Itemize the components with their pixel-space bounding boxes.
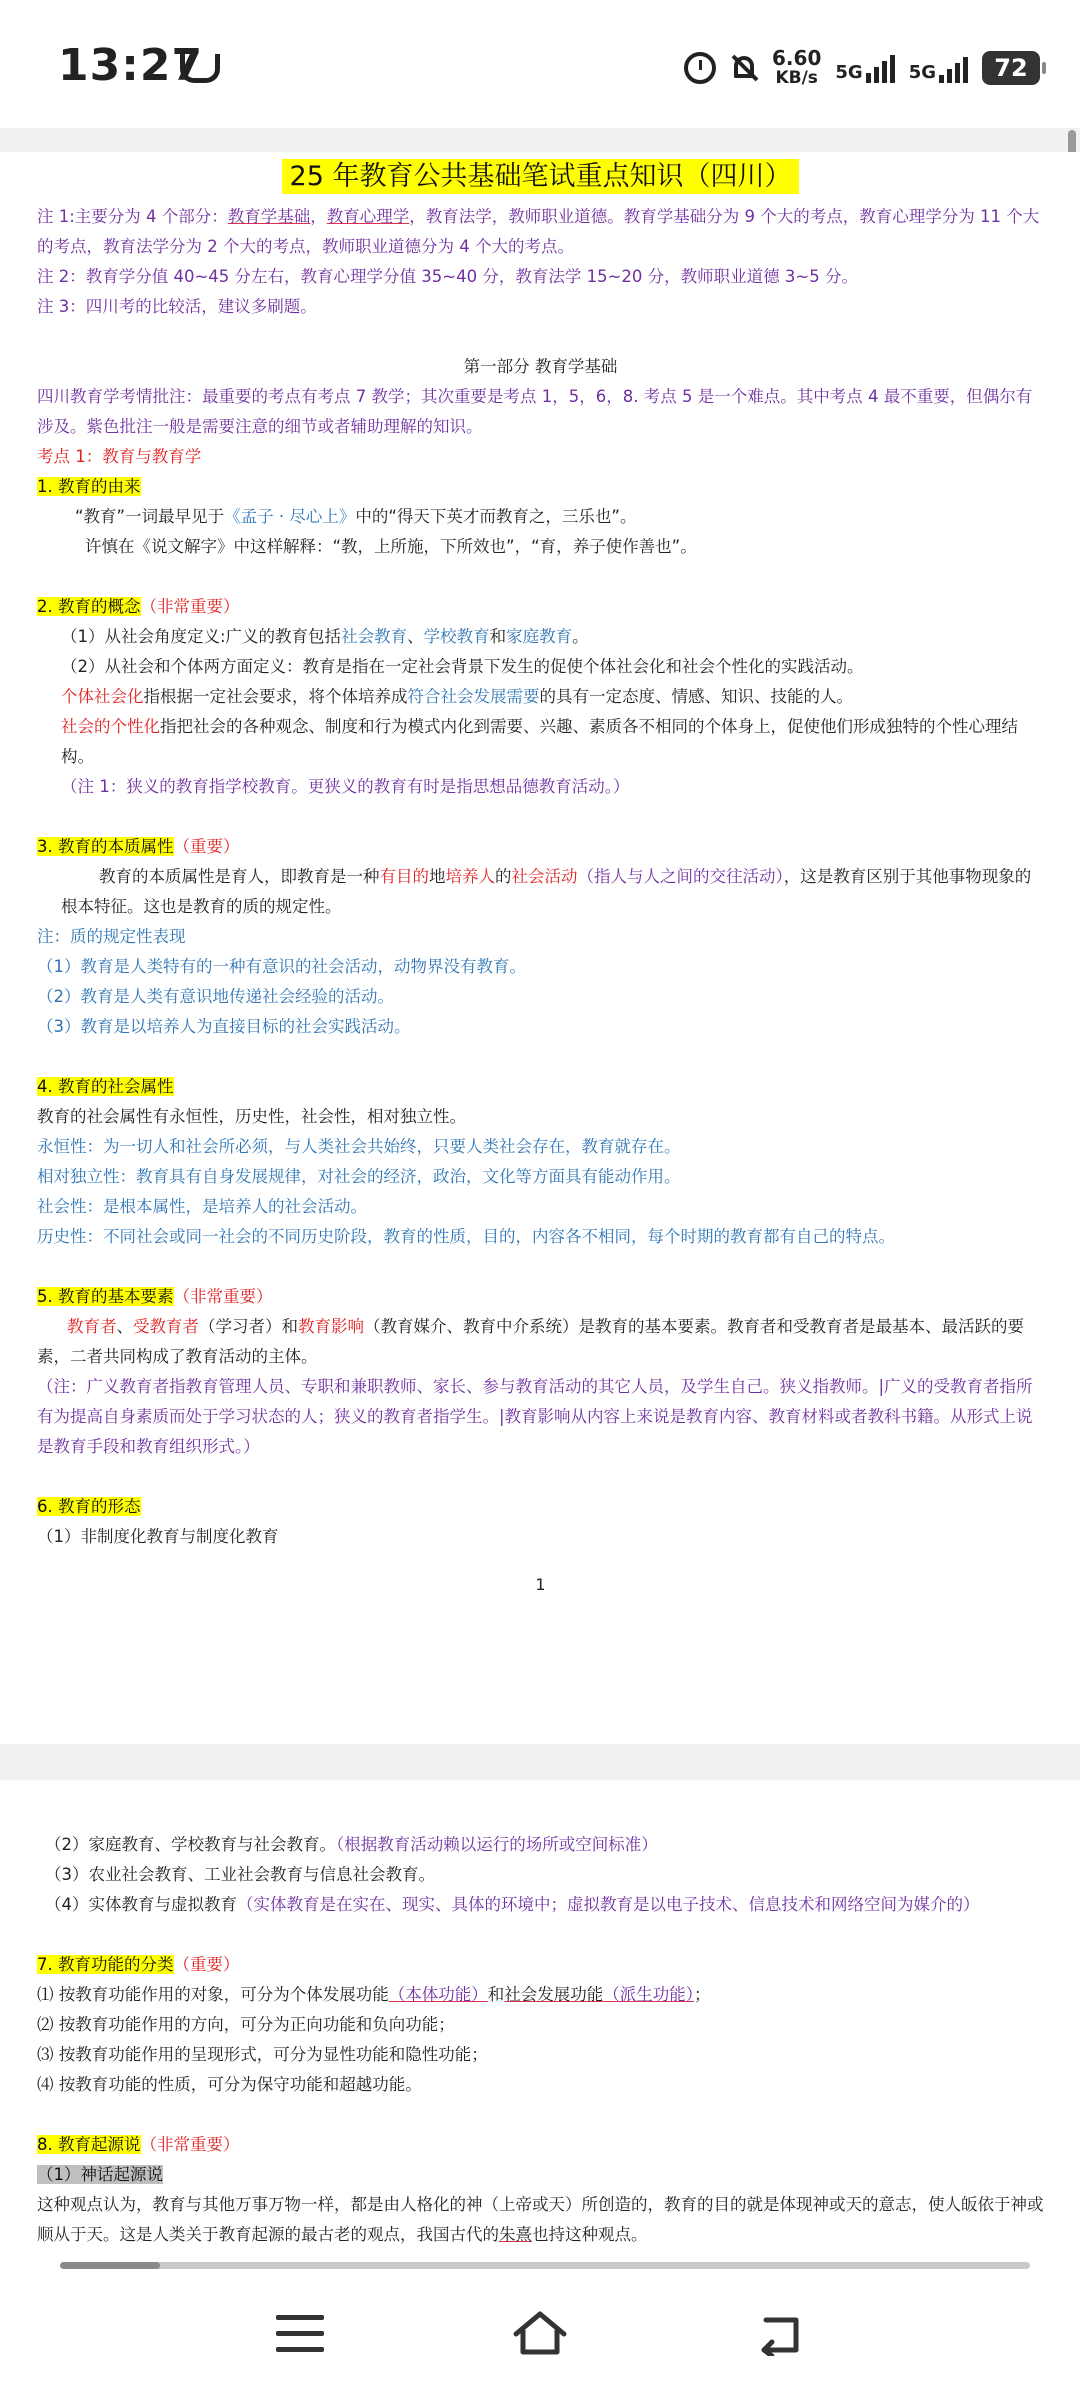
- alarm-icon: [684, 52, 716, 84]
- network-speed: 6.60 KB/s: [772, 46, 822, 88]
- section-3-note-2: （2）教育是人类有意识地传递社会经验的活动。: [37, 987, 394, 1006]
- section-4-heading: 4. 教育的社会属性: [37, 1077, 174, 1096]
- section-8-heading: 8. 教育起源说（非常重要）: [37, 2135, 240, 2154]
- navigation-bar: [0, 2270, 1080, 2400]
- document-page-1: [0, 152, 1080, 1744]
- status-icons: [684, 44, 1040, 92]
- section-2-line-4: 社会的个性化指把社会的各种观念、制度和行为模式内化到需要、兴趣、素质各不相同的个体身上，促使他们形成独特的个性心理结构。: [61, 717, 1018, 766]
- part-note: 四川教育学考情批注：最重要的考点有考点 7 教学；其次重要是考点 1，5，6，8. 考点 5 是一个难点。其中考点 4 最不重要，但偶尔有涉及。紫色批注一般是需要注意的细节或者辅助理解的知识。: [37, 387, 1033, 436]
- section-2-line-1: （1）从社会角度定义:广义的教育包括社会教育、学校教育和家庭教育。: [61, 627, 589, 646]
- horizontal-scroll-thumb[interactable]: [60, 2262, 160, 2269]
- topic-heading: 考点 1：教育与教育学: [37, 447, 202, 466]
- page-2-content: [37, 1830, 1044, 2250]
- note-2: 注 2：教育学分值 40~45 分左右，教育心理学分值 35~40 分，教育法学 15~20 分，教师职业道德 3~5 分。: [37, 267, 858, 286]
- section-7-line-3: ⑶ 按教育功能作用的呈现形式，可分为显性功能和隐性功能；: [37, 2045, 488, 2064]
- status-bar: [0, 0, 1080, 128]
- section-7-line-2: ⑵ 按教育功能作用的方向，可分为正向功能和负向功能；: [37, 2015, 455, 2034]
- battery-icon: 72: [982, 51, 1040, 85]
- section-2-note: （注 1：狭义的教育指学校教育。更狭义的教育有时是指思想品德教育活动。）: [61, 777, 630, 796]
- section-2-line-2: （2）从社会和个体两方面定义：教育是指在一定社会背景下发生的促使个体社会化和社会个性化的实践活动。: [61, 657, 864, 676]
- section-4-line-3: 相对独立性：教育具有自身发展规律，对社会的经济，政治，文化等方面具有能动作用。: [37, 1167, 681, 1186]
- horizontal-scrollbar[interactable]: [60, 2262, 1030, 2269]
- section-1-line-1: “教育”一词最早见于《孟子 · 尽心上》中的“得天下英才而教育之，三乐也”。: [75, 507, 637, 526]
- mute-bell-icon: [730, 52, 758, 84]
- section-7-line-1: ⑴ 按教育功能作用的对象，可分为个体发展功能（本体功能）和社会发展功能（派生功能）；: [37, 1985, 711, 2004]
- section-7-heading: 7. 教育功能的分类（重要）: [37, 1955, 240, 1974]
- signal-bars-icon: [866, 53, 895, 83]
- home-icon[interactable]: [512, 2308, 568, 2358]
- section-4-line-4: 社会性：是根本属性，是培养人的社会活动。: [37, 1197, 367, 1216]
- signal-bars-icon: [939, 53, 968, 83]
- section-8-subheading: （1）神话起源说: [37, 2165, 163, 2184]
- section-4-line-1: 教育的社会属性有永恒性，历史性，社会性，相对独立性。: [37, 1107, 466, 1126]
- note-3: 注 3：四川考的比较活，建议多刷题。: [37, 297, 317, 316]
- page-1-content: [37, 152, 1044, 1600]
- section-6-line-2: （2）家庭教育、学校教育与社会教育。（根据教育活动赖以运行的场所或空间标准）: [45, 1835, 658, 1854]
- section-3-line-1: 教育的本质属性是育人，即教育是一种有目的地培养人的社会活动（指人与人之间的交往活动），这是教育区别于其他事物现象的根本特征。这也是教育的质的规定性。: [61, 867, 1032, 916]
- section-3-note-1: （1）教育是人类特有的一种有意识的社会活动，动物界没有教育。: [37, 957, 526, 976]
- section-4-line-5: 历史性：不同社会或同一社会的不同历史阶段，教育的性质，目的，内容各不相同，每个时期的教育都有自己的特点。: [37, 1227, 895, 1246]
- section-6-heading: 6. 教育的形态: [37, 1497, 141, 1516]
- section-5-heading: 5. 教育的基本要素（非常重要）: [37, 1287, 273, 1306]
- note-1: 注 1:主要分为 4 个部分：教育学基础，教育心理学，教育法学，教师职业道德。教育学基础分为 9 个大的考点，教育心理学分为 11 个大的考点，教育法学分为 2 个大的考点，教师职业道德分为 4 个大的考点。: [37, 207, 1040, 256]
- part-heading: 第一部分 教育学基础: [463, 357, 618, 376]
- section-3-heading: 3. 教育的本质属性（重要）: [37, 837, 240, 856]
- section-5-line-1: 教育者、受教育者（学习者）和教育影响（教育媒介、教育中介系统）是教育的基本要素。教育者和受教育者是最基本、最活跃的要素，二者共同构成了教育活动的主体。: [37, 1317, 1024, 1366]
- section-5-note: （注：广义教育者指教育管理人员、专职和兼职教师、家长、参与教育活动的其它人员，及学生自己。狭义指教师。|广义的受教育者指所有为提高自身素质而处于学习状态的人；狭义的教育者指学生。|教育影响从内容上来说是教育内容、教育材料或者教科书籍。从形式上说是教育手段和教育组织形式。）: [37, 1377, 1033, 1456]
- section-6-line-4: （4）实体教育与虚拟教育（实体教育是在实在、现实、具体的环境中；虚拟教育是以电子技术、信息技术和网络空间为媒介的）: [45, 1895, 980, 1914]
- signal-2: 5G: [909, 53, 968, 83]
- section-8-line-1: 这种观点认为，教育与其他万事万物一样，都是由人格化的神（上帝或天）所创造的，教育的目的就是体现神或天的意志，使人皈依于神或顺从于天。这是人类关于教育起源的最古老的观点，我国古代的朱熹也持这种观点。: [37, 2195, 1044, 2244]
- document-page-2: [0, 1780, 1080, 2270]
- signal-1: 5G: [835, 53, 894, 83]
- section-6-line-3: （3）农业社会教育、工业社会教育与信息社会教育。: [45, 1865, 435, 1884]
- section-1-line-2: 许慎在《说文解字》中这样解释：“教，上所施，下所效也”，“育，养子使作善也”。: [85, 537, 697, 556]
- notification-icon: [180, 54, 220, 83]
- menu-icon[interactable]: [276, 2315, 324, 2353]
- back-icon[interactable]: [756, 2312, 806, 2356]
- section-3-note-3: （3）教育是以培养人为直接目标的社会实践活动。: [37, 1017, 411, 1036]
- section-3-note-head: 注：质的规定性表现: [37, 927, 186, 946]
- section-1-heading: 1. 教育的由来: [37, 477, 141, 496]
- section-6-line-1: （1）非制度化教育与制度化教育: [37, 1527, 279, 1546]
- document-title: 25 年教育公共基础笔试重点知识（四川）: [37, 152, 1044, 202]
- section-2-heading: 2. 教育的概念（非常重要）: [37, 597, 240, 616]
- section-2-line-3: 个体社会化指根据一定社会要求，将个体培养成符合社会发展需要的具有一定态度、情感、知识、技能的人。: [61, 687, 853, 706]
- section-4-line-2: 永恒性：为一切人和社会所必须，与人类社会共始终，只要人类社会存在，教育就存在。: [37, 1137, 681, 1156]
- page-number: 1: [535, 1575, 546, 1594]
- section-7-line-4: ⑷ 按教育功能的性质，可分为保守功能和超越功能。: [37, 2075, 422, 2094]
- clock: 13:27: [58, 40, 204, 91]
